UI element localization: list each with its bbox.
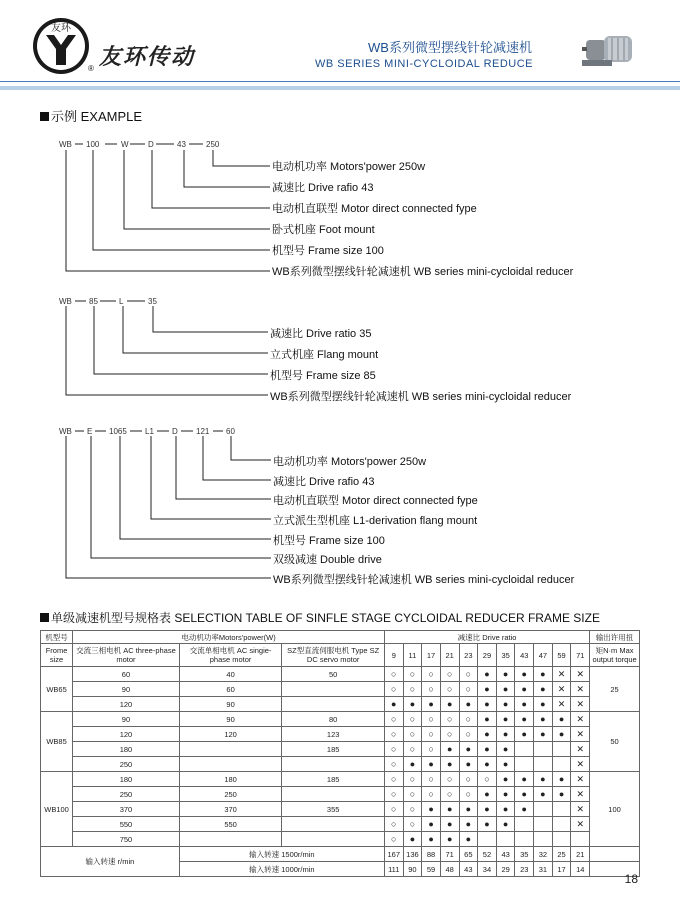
code-part: WB	[59, 297, 72, 306]
input-speed-label: 输入转速 r/min	[41, 847, 180, 877]
table-row	[41, 712, 640, 727]
availability-mark: ○	[440, 712, 459, 727]
availability-mark: ●	[515, 727, 534, 742]
availability-mark: ○	[403, 667, 422, 682]
power-cell: 250	[73, 787, 180, 802]
availability-mark: ✕	[571, 802, 590, 817]
power-cell: 185	[282, 772, 385, 787]
power-cell: 750	[73, 832, 180, 847]
power-cell: 250	[73, 757, 180, 772]
bullet-square-icon	[40, 613, 49, 622]
availability-mark: ●	[534, 682, 553, 697]
availability-mark: ○	[440, 787, 459, 802]
code-part: WB	[59, 427, 72, 436]
availability-mark: ●	[534, 727, 553, 742]
availability-mark: ●	[534, 712, 553, 727]
availability-mark: ●	[478, 817, 497, 832]
header-cell: 交流单相电机 AC singie-phase motor	[179, 644, 282, 667]
availability-mark: ●	[496, 772, 515, 787]
power-cell	[179, 757, 282, 772]
ratio-header-cell: 59	[552, 644, 571, 667]
desc-line: 立式机座 Flang mount	[270, 349, 379, 361]
power-cell: 123	[282, 727, 385, 742]
availability-mark: ○	[403, 682, 422, 697]
table-row	[41, 832, 640, 847]
availability-mark: ○	[440, 772, 459, 787]
torque-cell: 25	[590, 667, 640, 712]
table-row	[41, 742, 640, 757]
availability-mark: ○	[403, 742, 422, 757]
power-cell: 80	[282, 712, 385, 727]
availability-mark: ○	[422, 667, 441, 682]
availability-mark: ●	[422, 757, 441, 772]
speed-value: 25	[552, 847, 571, 862]
availability-mark: ●	[515, 667, 534, 682]
speed-value: 52	[478, 847, 497, 862]
power-cell: 180	[73, 772, 180, 787]
header-cell: 减速比 Drive ratio	[384, 631, 589, 644]
code-part: L1	[145, 427, 154, 436]
code-part: W	[121, 140, 129, 149]
availability-mark: ○	[403, 817, 422, 832]
availability-mark: ○	[459, 727, 478, 742]
speed-value: 32	[534, 847, 553, 862]
power-cell: 180	[179, 772, 282, 787]
availability-mark: ●	[459, 742, 478, 757]
availability-mark: ○	[403, 787, 422, 802]
availability-mark: ●	[422, 832, 441, 847]
speed-value: 136	[403, 847, 422, 862]
availability-mark: ●	[515, 772, 534, 787]
speed-value: 111	[384, 862, 403, 877]
speed-value: 88	[422, 847, 441, 862]
availability-mark: ✕	[571, 697, 590, 712]
power-cell: 550	[73, 817, 180, 832]
power-cell: 40	[179, 667, 282, 682]
availability-mark: ●	[496, 682, 515, 697]
availability-mark: ○	[384, 757, 403, 772]
desc-line: WB系列微型摆线针轮减速机 WB series mini-cycloidal reducer	[272, 266, 574, 278]
availability-mark: ○	[403, 802, 422, 817]
availability-mark: ●	[515, 802, 534, 817]
availability-mark: ●	[552, 787, 571, 802]
availability-mark: ●	[515, 697, 534, 712]
speed-value: 14	[571, 862, 590, 877]
page-title-cn: WB系列微型摆线针轮减速机	[368, 40, 532, 55]
desc-line: 立式派生型机座 L1-derivation flang mount	[273, 515, 478, 527]
desc-line: 电动机直联型 Motor direct connected fype	[273, 495, 478, 507]
availability-mark: ●	[496, 727, 515, 742]
table-heading-text: 单级减速机型号规格表 SELECTION TABLE OF SINFLE STAGE CYCLOIDAL REDUCER FRAME SIZE	[51, 611, 600, 625]
ratio-header-cell: 43	[515, 644, 534, 667]
power-cell	[282, 832, 385, 847]
availability-mark: ○	[403, 727, 422, 742]
availability-mark: ●	[422, 697, 441, 712]
speed-value: 167	[384, 847, 403, 862]
availability-mark: ●	[440, 742, 459, 757]
torque-cell: 100	[590, 772, 640, 847]
speed-value: 90	[403, 862, 422, 877]
availability-mark: ✕	[552, 697, 571, 712]
speed-value: 43	[459, 862, 478, 877]
availability-mark: ○	[422, 742, 441, 757]
ratio-header-cell: 9	[384, 644, 403, 667]
desc-line: 电动机功率 Motors'power 250w	[273, 456, 427, 468]
availability-mark: ○	[422, 712, 441, 727]
availability-mark: ●	[422, 817, 441, 832]
header-cell: 电动机功率Motors'power(W)	[73, 631, 385, 644]
availability-mark: ●	[459, 832, 478, 847]
availability-mark: ✕	[571, 667, 590, 682]
power-cell: 90	[73, 682, 180, 697]
availability-mark	[515, 742, 534, 757]
availability-mark: ○	[422, 727, 441, 742]
availability-mark: ●	[478, 667, 497, 682]
desc-line: 电动机功率 Motors'power 250w	[272, 161, 426, 173]
availability-mark: ●	[478, 682, 497, 697]
power-cell: 90	[73, 712, 180, 727]
availability-mark	[552, 817, 571, 832]
power-cell: 90	[179, 697, 282, 712]
availability-mark: ○	[422, 682, 441, 697]
availability-mark: ○	[459, 772, 478, 787]
availability-mark: ✕	[571, 682, 590, 697]
page-number: 18	[624, 872, 638, 886]
availability-mark: ○	[403, 772, 422, 787]
availability-mark: ●	[440, 817, 459, 832]
speed-label: 输入转速 1000r/min	[179, 862, 384, 877]
availability-mark: ✕	[552, 667, 571, 682]
availability-mark: ●	[515, 712, 534, 727]
availability-mark	[534, 817, 553, 832]
registered-mark: ®	[88, 64, 94, 73]
speed-value: 35	[515, 847, 534, 862]
availability-mark: ○	[384, 772, 403, 787]
power-cell	[282, 787, 385, 802]
brand-name: 友环传动	[99, 44, 196, 70]
availability-mark: ●	[496, 697, 515, 712]
availability-mark: ○	[459, 682, 478, 697]
availability-mark: ●	[552, 727, 571, 742]
availability-mark: ✕	[571, 712, 590, 727]
logo-text: 友环	[51, 23, 71, 34]
example-heading-text: 示例 EXAMPLE	[51, 109, 143, 124]
availability-mark: ✕	[571, 772, 590, 787]
code-part: L	[119, 297, 124, 306]
availability-mark	[515, 817, 534, 832]
table-header-row	[41, 631, 640, 644]
availability-mark: ●	[496, 667, 515, 682]
header-cell: SZ型直流伺服电机 Type SZ DC servo motor	[282, 644, 385, 667]
availability-mark: ●	[440, 832, 459, 847]
header-cell: 机型号	[41, 631, 73, 644]
desc-line: 卧式机座 Foot mount	[272, 224, 375, 236]
availability-mark: ●	[478, 802, 497, 817]
power-cell: 550	[179, 817, 282, 832]
power-cell	[179, 832, 282, 847]
availability-mark	[552, 757, 571, 772]
table-row	[41, 667, 640, 682]
power-cell	[282, 757, 385, 772]
availability-mark: ●	[496, 757, 515, 772]
availability-mark: ●	[440, 757, 459, 772]
speed-value: 71	[440, 847, 459, 862]
availability-mark: ○	[384, 787, 403, 802]
table-row	[41, 802, 640, 817]
speed-value: 43	[496, 847, 515, 862]
availability-mark: ●	[403, 757, 422, 772]
availability-mark: ○	[440, 727, 459, 742]
header-cell: 交流三相电机 AC three-phase motor	[73, 644, 180, 667]
desc-line: 减速比 Drive ratio 35	[270, 328, 372, 340]
availability-mark: ●	[496, 802, 515, 817]
code-part: WB	[59, 140, 72, 149]
speed-row	[41, 847, 640, 862]
power-cell	[282, 682, 385, 697]
availability-mark	[515, 757, 534, 772]
desc-line: 电动机直联型 Motor direct connected fype	[272, 203, 477, 215]
power-cell: 60	[179, 682, 282, 697]
availability-mark: ●	[552, 712, 571, 727]
power-cell: 355	[282, 802, 385, 817]
power-cell	[282, 817, 385, 832]
availability-mark: ●	[459, 697, 478, 712]
availability-mark	[571, 832, 590, 847]
availability-mark	[534, 757, 553, 772]
availability-mark	[515, 832, 534, 847]
speed-value: 17	[552, 862, 571, 877]
availability-mark: ●	[459, 802, 478, 817]
availability-mark: ●	[515, 787, 534, 802]
speed-value: 29	[496, 862, 515, 877]
availability-mark	[552, 802, 571, 817]
availability-mark: ○	[403, 712, 422, 727]
table-row	[41, 727, 640, 742]
power-cell: 50	[282, 667, 385, 682]
ratio-header-cell: 21	[440, 644, 459, 667]
desc-line: WB系列微型摆线针轮减速机 WB series mini-cycloidal reducer	[270, 391, 572, 403]
availability-mark: ●	[478, 757, 497, 772]
table-heading	[40, 609, 600, 626]
power-cell: 120	[73, 697, 180, 712]
availability-mark: ✕	[571, 742, 590, 757]
desc-line: WB系列微型摆线针轮减速机 WB series mini-cycloidal reducer	[273, 574, 575, 586]
availability-mark: ✕	[571, 757, 590, 772]
availability-mark: ○	[384, 712, 403, 727]
page-title-en: WB SERIES MINI-CYCLOIDAL REDUCE	[315, 58, 534, 70]
availability-mark: ●	[534, 667, 553, 682]
availability-mark	[552, 742, 571, 757]
speed-value: 65	[459, 847, 478, 862]
header-cell: 输出许用扭	[590, 631, 640, 644]
availability-mark: ●	[403, 832, 422, 847]
ratio-header-cell: 29	[478, 644, 497, 667]
code-part: 60	[226, 427, 235, 436]
availability-mark: ●	[384, 697, 403, 712]
availability-mark: ●	[440, 697, 459, 712]
ratio-header-cell: 11	[403, 644, 422, 667]
availability-mark: ✕	[552, 682, 571, 697]
availability-mark: ●	[422, 802, 441, 817]
speed-label: 输入转速 1500r/min	[179, 847, 384, 862]
availability-mark: ○	[478, 772, 497, 787]
availability-mark: ○	[384, 742, 403, 757]
availability-mark: ●	[478, 712, 497, 727]
availability-mark: ○	[422, 787, 441, 802]
availability-mark: ●	[440, 802, 459, 817]
availability-mark: ●	[515, 682, 534, 697]
availability-mark: ●	[496, 787, 515, 802]
power-cell: 60	[73, 667, 180, 682]
table-row	[41, 817, 640, 832]
power-cell: 370	[179, 802, 282, 817]
table-row	[41, 772, 640, 787]
availability-mark: ○	[384, 667, 403, 682]
power-cell: 185	[282, 742, 385, 757]
availability-mark: ○	[459, 667, 478, 682]
code-part: 121	[196, 427, 210, 436]
speed-value: 59	[422, 862, 441, 877]
availability-mark: ●	[496, 712, 515, 727]
availability-mark	[552, 832, 571, 847]
code-part: 250	[206, 140, 220, 149]
availability-mark: ○	[384, 727, 403, 742]
code-part: 43	[177, 140, 186, 149]
speed-value: 21	[571, 847, 590, 862]
availability-mark: ●	[552, 772, 571, 787]
availability-mark: ●	[478, 742, 497, 757]
desc-line: 双级减速 Double drive	[273, 554, 382, 566]
power-cell: 120	[179, 727, 282, 742]
availability-mark	[496, 832, 515, 847]
header-cell: Frome size	[41, 644, 73, 667]
desc-line: 减速比 Drive rafio 43	[273, 476, 375, 488]
availability-mark: ●	[534, 787, 553, 802]
code-part: D	[172, 427, 178, 436]
availability-mark: ●	[478, 727, 497, 742]
table-row	[41, 697, 640, 712]
availability-mark: ●	[478, 787, 497, 802]
availability-mark: ○	[384, 802, 403, 817]
empty-cell	[590, 847, 640, 862]
desc-line: 机型号 Frame size 85	[270, 370, 376, 382]
speed-value: 23	[515, 862, 534, 877]
code-part: 35	[148, 297, 157, 306]
availability-mark	[534, 742, 553, 757]
availability-mark	[534, 832, 553, 847]
power-cell: 90	[179, 712, 282, 727]
availability-mark: ●	[534, 697, 553, 712]
torque-cell: 50	[590, 712, 640, 772]
frame-cell: WB65	[41, 667, 73, 712]
power-cell: 120	[73, 727, 180, 742]
power-cell	[282, 697, 385, 712]
table-row	[41, 757, 640, 772]
selection-table	[40, 630, 640, 877]
availability-mark: ✕	[571, 817, 590, 832]
speed-value: 48	[440, 862, 459, 877]
ratio-header-cell: 17	[422, 644, 441, 667]
availability-mark: ●	[496, 742, 515, 757]
table-row	[41, 682, 640, 697]
power-cell: 180	[73, 742, 180, 757]
speed-value: 31	[534, 862, 553, 877]
code-part: 85	[89, 297, 98, 306]
table-row	[41, 787, 640, 802]
availability-mark: ●	[496, 817, 515, 832]
availability-mark: ✕	[571, 787, 590, 802]
availability-mark: ●	[534, 772, 553, 787]
availability-mark: ○	[440, 682, 459, 697]
code-part: E	[87, 427, 93, 436]
availability-mark: ○	[459, 712, 478, 727]
availability-mark	[534, 802, 553, 817]
desc-line: 机型号 Frame size 100	[272, 245, 384, 257]
availability-mark: ●	[459, 757, 478, 772]
ratio-header-cell: 47	[534, 644, 553, 667]
availability-mark: ○	[459, 787, 478, 802]
desc-line: 减速比 Drive rafio 43	[272, 182, 374, 194]
header-cell: 矩N·m Max output torque	[590, 644, 640, 667]
speed-value: 34	[478, 862, 497, 877]
ratio-header-cell: 71	[571, 644, 590, 667]
availability-mark: ●	[478, 697, 497, 712]
code-part: 100	[86, 140, 100, 149]
availability-mark: ○	[422, 772, 441, 787]
table-header-row	[41, 644, 640, 667]
desc-line: 机型号 Frame size 100	[273, 535, 385, 547]
availability-mark: ○	[440, 667, 459, 682]
power-cell	[179, 742, 282, 757]
frame-cell: WB85	[41, 712, 73, 772]
ratio-header-cell: 23	[459, 644, 478, 667]
power-cell: 370	[73, 802, 180, 817]
availability-mark: ○	[384, 832, 403, 847]
frame-cell: WB100	[41, 772, 73, 847]
availability-mark: ●	[403, 697, 422, 712]
availability-mark: ✕	[571, 727, 590, 742]
power-cell: 250	[179, 787, 282, 802]
availability-mark	[478, 832, 497, 847]
code-part: 1065	[109, 427, 127, 436]
ratio-header-cell: 35	[496, 644, 515, 667]
availability-mark: ○	[384, 682, 403, 697]
code-part: D	[148, 140, 154, 149]
availability-mark: ○	[384, 817, 403, 832]
availability-mark: ●	[459, 817, 478, 832]
